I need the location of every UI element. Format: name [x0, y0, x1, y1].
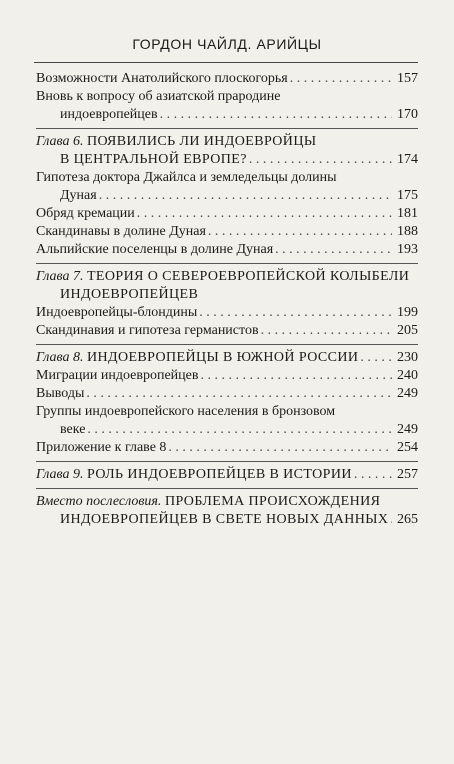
toc-entry[interactable]: [36, 367, 418, 385]
toc-entry-title: Возможности Анатолийского плоскогорья: [36, 71, 288, 86]
page-number: 249: [397, 422, 418, 437]
toc-entry[interactable]: [36, 241, 418, 259]
dot-leader: [208, 223, 392, 241]
toc-entry-title: Индоевропейцы-блондины: [36, 305, 198, 320]
page-number: 199: [397, 305, 418, 320]
dot-leader: [275, 241, 392, 259]
chapter-title: ИНДОЕВРОПЕЙЦЕВ: [60, 287, 199, 302]
running-head: ГОРДОН ЧАЙЛД. АРИЙЦЫ: [132, 36, 322, 52]
dot-leader: [261, 322, 392, 340]
dot-leader: [199, 304, 392, 322]
toc-entry[interactable]: [36, 385, 418, 403]
toc-entry[interactable]: [36, 88, 418, 106]
dot-leader: [290, 70, 392, 88]
toc-chapter-heading: [36, 466, 352, 484]
toc-entry[interactable]: [36, 421, 418, 439]
toc-chapter-heading: [36, 349, 358, 367]
page-number: 174: [397, 152, 418, 167]
dot-leader: [86, 385, 392, 403]
toc-entry[interactable]: [36, 151, 418, 169]
toc-entry[interactable]: [36, 511, 418, 529]
chapter-title: ПРОБЛЕМА ПРОИСХОЖДЕНИЯ: [164, 494, 381, 509]
dot-leader: [87, 421, 392, 439]
page-number: 170: [397, 107, 418, 122]
table-of-contents: [36, 70, 418, 537]
chapter-title: ИНДОЕВРОПЕЙЦЫ В ЮЖНОЙ РОССИИ: [86, 350, 359, 365]
toc-entry-title: Приложение к главе 8: [36, 440, 167, 455]
chapter-label: Глава 7.: [36, 269, 84, 284]
dot-leader: [201, 367, 393, 385]
toc-entry-title: Миграции индоевропейцев: [36, 368, 199, 383]
chapter-label: Глава 9.: [36, 467, 84, 482]
chapter-label: Глава 6.: [36, 134, 84, 149]
page-number: 265: [397, 512, 418, 527]
toc-entry-title: Группы индоевропейского населения в бронзовом: [36, 404, 336, 419]
page-number: 157: [397, 71, 418, 86]
page-number: 175: [397, 188, 418, 203]
page-number: 230: [397, 350, 418, 365]
toc-entry[interactable]: [36, 403, 418, 421]
toc-entry-title: индоевропейцев: [60, 107, 158, 122]
toc-chapter-heading[interactable]: [36, 493, 418, 511]
dot-leader: [354, 466, 392, 484]
dot-leader: [360, 349, 392, 367]
page-number: 240: [397, 368, 418, 383]
toc-entry[interactable]: [36, 205, 418, 223]
page-number: 205: [397, 323, 418, 338]
toc-section: [36, 493, 418, 533]
header-rule: [34, 62, 418, 63]
toc-entry-title: ИНДОЕВРОПЕЙЦЕВ В СВЕТЕ НОВЫХ ДАННЫХ: [60, 512, 389, 527]
toc-entry[interactable]: [36, 322, 418, 340]
dot-leader: [99, 187, 392, 205]
chapter-title: ТЕОРИЯ О СЕВЕРОЕВРОПЕЙСКОЙ КОЛЫБЕЛИ: [86, 269, 410, 284]
dot-leader: [137, 205, 392, 223]
toc-chapter-heading[interactable]: [36, 133, 418, 151]
toc-entry[interactable]: [36, 439, 418, 457]
toc-entry-title: Вновь к вопросу об азиатской прародине: [36, 89, 281, 104]
toc-section: [36, 70, 418, 129]
toc-section: [36, 268, 418, 345]
page-number: 193: [397, 242, 418, 257]
toc-entry-title: Альпийские поселенцы в долине Дуная: [36, 242, 274, 257]
page-number: 249: [397, 386, 418, 401]
toc-entry[interactable]: [36, 169, 418, 187]
dot-leader: [390, 511, 392, 529]
page-number: 181: [397, 206, 418, 221]
toc-section: [36, 466, 418, 489]
dot-leader: [249, 151, 392, 169]
toc-entry[interactable]: [36, 304, 418, 322]
toc-entry-title: Скандинавия и гипотеза германистов: [36, 323, 259, 338]
toc-entry[interactable]: [36, 106, 418, 124]
toc-section: [36, 133, 418, 264]
page-number: 254: [397, 440, 418, 455]
page-number: 257: [397, 467, 418, 482]
chapter-label: Глава 8.: [36, 350, 84, 365]
toc-entry-title: Дуная: [60, 188, 97, 203]
chapter-title: РОЛЬ ИНДОЕВРОПЕЙЦЕВ В ИСТОРИИ: [86, 467, 352, 482]
toc-entry-title: Скандинавы в долине Дуная: [36, 224, 206, 239]
toc-chapter-entry[interactable]: [36, 349, 418, 367]
chapter-label: Вместо послесловия.: [36, 494, 162, 509]
toc-entry-title: В ЦЕНТРАЛЬНОЙ ЕВРОПЕ?: [60, 152, 247, 167]
dot-leader: [160, 106, 392, 124]
page-number: 188: [397, 224, 418, 239]
dot-leader: [168, 439, 392, 457]
toc-entry[interactable]: [36, 70, 418, 88]
toc-entry-title: веке: [60, 422, 86, 437]
toc-entry[interactable]: [36, 187, 418, 205]
toc-chapter-entry[interactable]: [36, 466, 418, 484]
toc-entry-title: Выводы: [36, 386, 85, 401]
toc-entry-title: Обряд кремации: [36, 206, 135, 221]
toc-entry[interactable]: [36, 223, 418, 241]
toc-section: [36, 349, 418, 462]
toc-entry-title: Гипотеза доктора Джайлса и земледельцы долины: [36, 170, 337, 185]
toc-chapter-heading[interactable]: [36, 268, 418, 286]
toc-chapter-heading-continued: [36, 286, 418, 304]
chapter-title: ПОЯВИЛИСЬ ЛИ ИНДОЕВРОЙЦЫ: [86, 134, 317, 149]
